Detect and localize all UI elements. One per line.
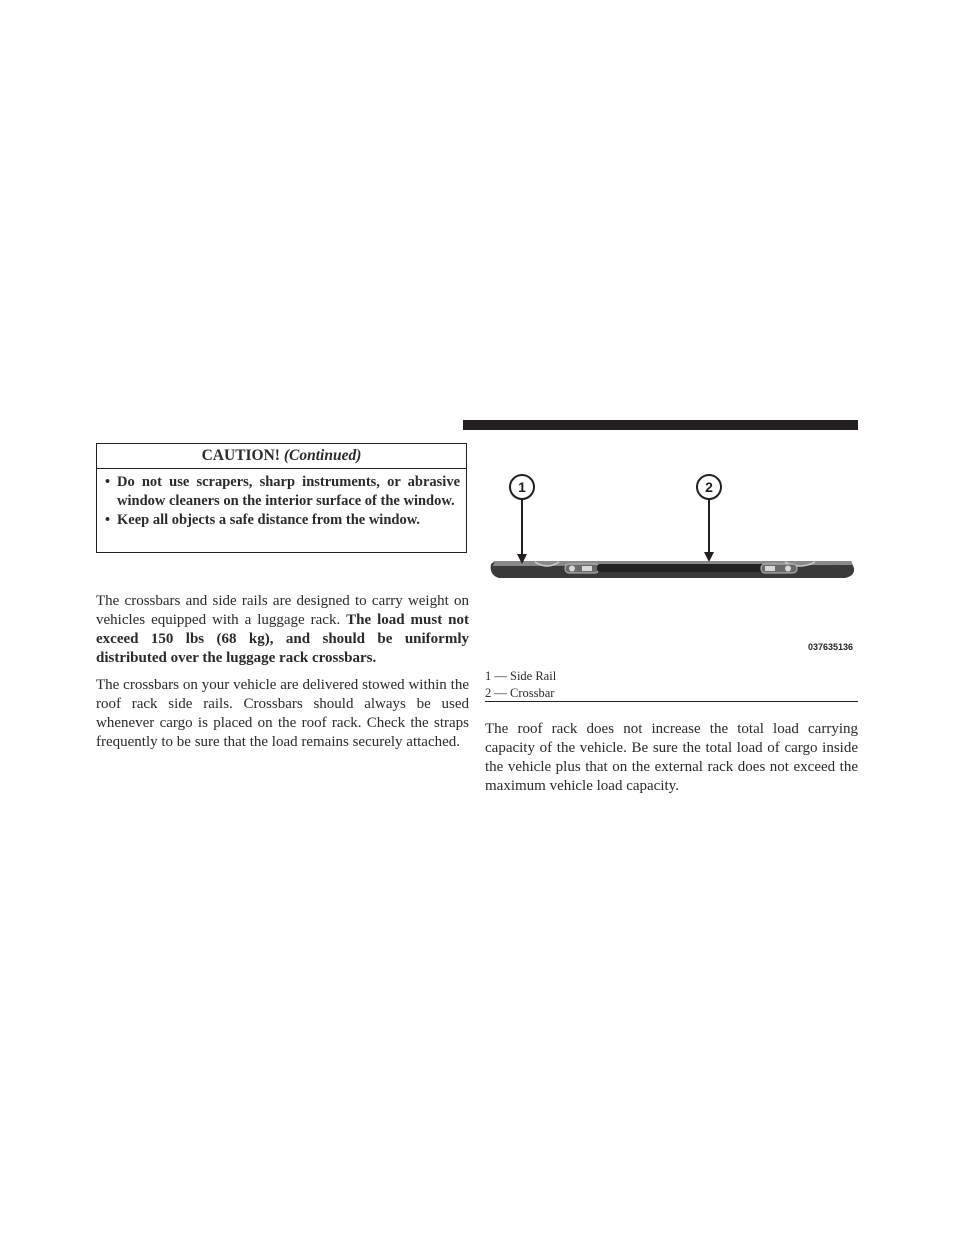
caution-box xyxy=(96,443,467,553)
roof-rack-figure xyxy=(485,440,858,660)
caution-title xyxy=(97,444,466,469)
caption-divider xyxy=(485,701,858,702)
caution-label: CAUTION! xyxy=(201,447,280,464)
caution-item xyxy=(105,473,460,510)
figure-captions xyxy=(485,668,858,701)
bullet-icon: • xyxy=(105,512,111,528)
caution-item-text: Do not use scrapers, sharp instruments, or abrasive window cleaners on the interior surface of the window. xyxy=(117,474,460,509)
side-rail-image xyxy=(491,561,854,578)
crossbars-intro-paragraph xyxy=(96,592,469,668)
caption-side-rail: 1 — Side Rail xyxy=(485,669,557,683)
crossbars-stowed-paragraph: The crossbars on your vehicle are delivered stowed within the roof rack side rails. Crossbars should always be used whenever cargo is placed on the roof rack. Check the straps frequently to be sure that the load remains securely attached. xyxy=(96,677,469,750)
callout-2 xyxy=(697,475,721,562)
callout-1 xyxy=(510,475,534,564)
roof-rack-capacity-paragraph: The roof rack does not increase the total load carrying capacity of the vehicle. Be sure the total load of cargo inside the vehicle plus that on the external rack does not exceed the maximum vehicle load capacity. xyxy=(485,721,858,794)
callout-1-label: 1 xyxy=(518,479,526,495)
caption-crossbar: 2 — Crossbar xyxy=(485,685,555,700)
caution-item-text: Keep all objects a safe distance from the window. xyxy=(117,512,420,528)
crossbars-intro-text: The crossbars and side rails are designed to carry weight on vehicles equipped with a luggage rack. xyxy=(96,593,469,628)
caution-continued-label: (Continued) xyxy=(283,447,362,464)
arrow-down-icon xyxy=(704,552,714,562)
bullet-icon: • xyxy=(105,474,111,490)
caution-list xyxy=(97,469,466,530)
load-limit-warning: The load must not exceed 150 lbs (68 kg), and should be uniformly distributed over the luggage rack crossbars. xyxy=(96,612,470,666)
figure-code: 037635136 xyxy=(807,642,853,652)
callout-2-label: 2 xyxy=(705,479,713,495)
section-header-bar xyxy=(463,420,858,430)
caution-item xyxy=(105,511,460,530)
roof-rack-illustration xyxy=(485,440,858,660)
